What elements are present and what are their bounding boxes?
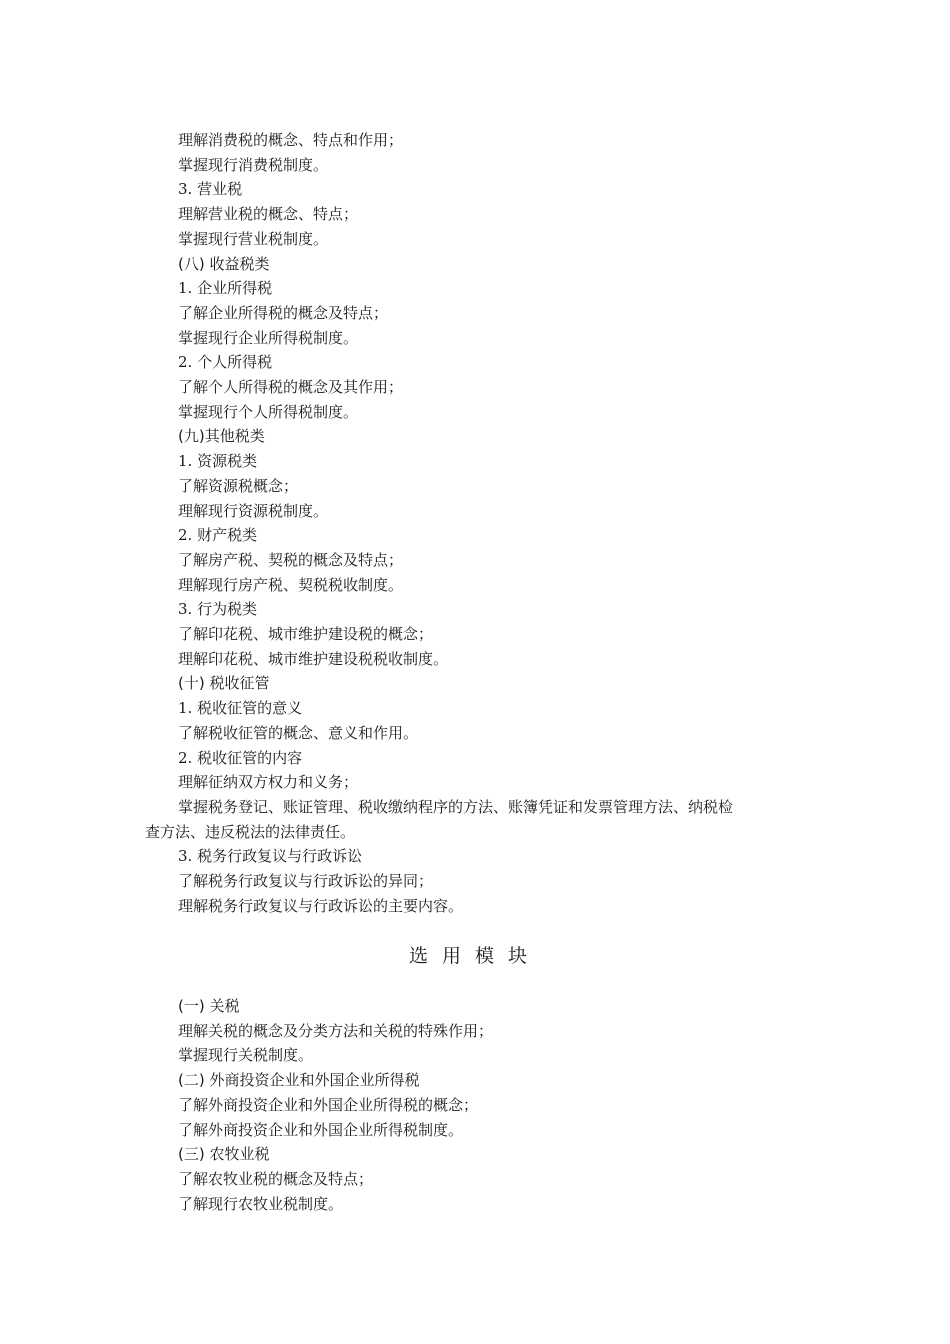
text-line: 理解税务行政复议与行政诉讼的主要内容。 [178,896,464,915]
text-line: 了解印花税、城市维护建设税的概念； [178,625,434,643]
text-line: 了解资源税概念； [178,476,299,495]
text-line: 理解印花税、城市维护建设税税收制度。 [178,649,449,668]
section-title: 选用模块 [408,945,541,967]
text-line: 了解外商投资企业和外国企业所得税的概念； [178,1095,479,1114]
text-line: 掌握现行关税制度。 [178,1046,314,1065]
text-line: 掌握税务登记、账证管理、税收缴纳程序的方法、账簿凭证和发票管理方法、纳税检 [178,797,734,816]
subsection-heading: 2. 个人所得税 [178,353,273,372]
text-line: 查方法、违反税法的法律责任。 [145,822,356,841]
text-line: 理解现行资源税制度。 [178,501,329,520]
text-line: 了解农牧业税的概念及特点； [178,1169,374,1188]
text-line: 了解房产税、契税的概念及特点； [178,550,404,569]
subsection-heading: 2. 税收征管的内容 [178,748,303,767]
text-line: 理解现行房产税、契税税收制度。 [178,575,404,594]
text-line: 了解外商投资企业和外国企业所得税制度。 [178,1120,464,1139]
section-heading: (八) 收益税类 [178,254,270,273]
section-heading: (三) 农牧业税 [178,1145,270,1164]
text-line: 了解个人所得税的概念及其作用； [178,378,404,396]
subsection-heading: 1. 税收征管的意义 [178,699,303,718]
text-line: 掌握现行营业税制度。 [178,229,329,248]
subsection-heading: 2. 财产税类 [178,526,258,545]
text-line: 了解税收征管的概念、意义和作用。 [178,723,419,742]
subsection-heading: 3. 税务行政复议与行政诉讼 [178,847,363,866]
text-line: 掌握现行消费税制度。 [178,155,329,174]
text-line: 掌握现行企业所得税制度。 [178,328,359,347]
subsection-heading: 1. 企业所得税 [178,279,273,298]
text-line: 了解现行农牧业税制度。 [178,1194,344,1213]
text-line: 掌握现行个人所得税制度。 [178,402,359,421]
text-line: 理解营业税的概念、特点； [178,205,359,224]
subsection-heading: 1. 资源税类 [178,452,258,471]
section-heading: (一) 关税 [178,997,240,1015]
text-line: 了解税务行政复议与行政诉讼的异同； [178,872,434,890]
text-line: 理解征纳双方权力和义务； [178,773,359,792]
section-heading: (二) 外商投资企业和外国企业所得税 [178,1071,420,1090]
text-line: 了解企业所得税的概念及特点； [178,303,389,322]
section-heading: (九)其他税类 [178,427,265,446]
subsection-heading: 3. 营业税 [178,180,243,199]
subsection-heading: 3. 行为税类 [178,600,258,619]
text-line: 理解关税的概念及分类方法和关税的特殊作用； [178,1021,494,1040]
section-heading: (十) 税收征管 [178,674,270,693]
text-line: 理解消费税的概念、特点和作用； [178,131,404,149]
